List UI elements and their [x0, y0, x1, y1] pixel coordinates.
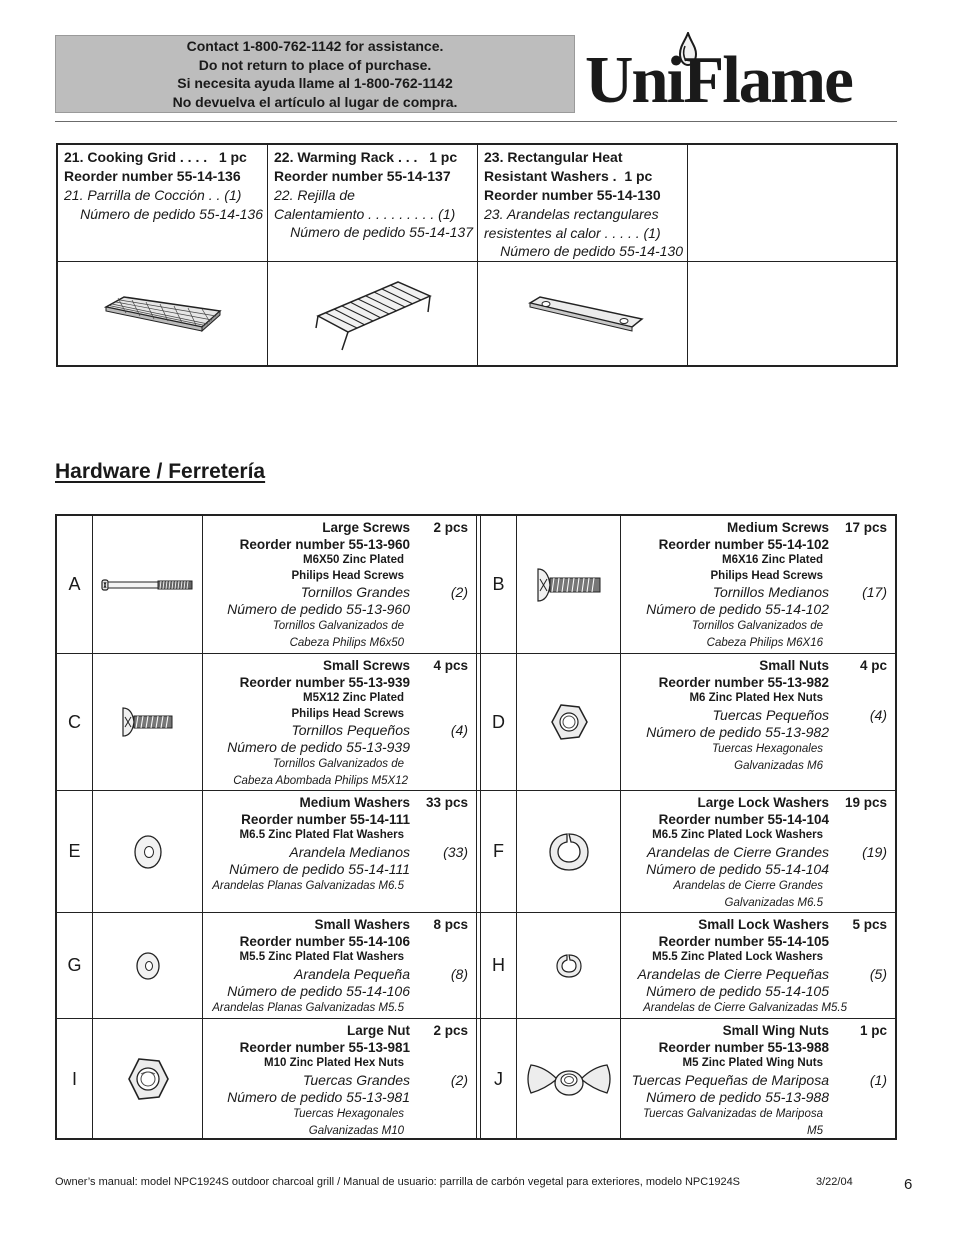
hardware-reorder: Reorder number 55-14-102 [658, 537, 829, 552]
hardware-description [621, 913, 895, 1019]
hardware-es-reorder: Número de pedido 55-13-988 [646, 1088, 829, 1105]
hardware-letter: B [481, 516, 517, 654]
section-title: Hardware / Ferretería [55, 460, 266, 483]
hardware-image [93, 516, 203, 654]
rectangular-washer-icon [518, 289, 648, 339]
part-es-extra: resistentes al calor . . . . . (1) [484, 224, 661, 241]
parts-table [56, 143, 898, 367]
hardware-es-reorder: Número de pedido 55-14-111 [229, 860, 410, 877]
part-21-description [58, 145, 268, 262]
contact-line: No devuelva el artículo al lugar de compra. [172, 93, 458, 110]
hardware-es-name-row: Tuercas Grandes (2) [302, 1071, 468, 1088]
hardware-image [517, 791, 621, 913]
hardware-description [621, 791, 895, 913]
hardware-es-spec: Arandelas de Cierre Grandes [673, 879, 823, 892]
hardware-es-name-row: Tuercas Pequeños (4) [712, 706, 887, 723]
wing-nut-icon [523, 1059, 615, 1099]
hardware-letter: A [57, 516, 93, 654]
hardware-reorder: Reorder number 55-14-105 [658, 934, 829, 949]
hardware-reorder: Reorder number 55-13-939 [239, 675, 410, 690]
hardware-spec: M6X16 Zinc Plated [722, 554, 823, 566]
hardware-es-spec: Tornillos Galvanizados de [272, 620, 404, 632]
uniflame-logo [585, 30, 905, 118]
hardware-letter: H [481, 913, 517, 1019]
hardware-es-spec: Tornillos Galvanizados de [691, 620, 823, 632]
hardware-reorder: Reorder number 55-14-106 [239, 934, 410, 949]
part-es-reorder: Número de pedido 55-14-130 [500, 243, 683, 259]
part-title-row: 21. Cooking Grid . . . . 1 pc [64, 149, 247, 165]
small-screw-icon [120, 705, 176, 739]
part-22-description [268, 145, 478, 262]
part-es-name: 23. Arandelas rectangulares [484, 206, 659, 222]
hardware-description [203, 654, 477, 791]
hardware-letter: F [481, 791, 517, 913]
hardware-spec: M5.5 Zinc Plated Lock Washers [652, 951, 823, 963]
hardware-spec: M6 Zinc Plated Hex Nuts [689, 692, 823, 704]
cooking-grid-icon [98, 289, 228, 339]
warming-rack-illustration [268, 262, 478, 365]
contact-banner [55, 35, 575, 113]
hardware-es-reorder: Número de pedido 55-13-960 [227, 601, 410, 617]
part-es-name: 22. Rejilla de [274, 187, 355, 203]
footer-text: Owner’s manual: model NPC1924S outdoor charcoal grill / Manual de usuario: parrilla de carbón vegetal para exteriores, modelo NPC1924S [55, 1176, 741, 1188]
hardware-es-spec: Cabeza Philips M6X16 [706, 637, 823, 649]
hardware-name-row: Medium Washers 33 pcs [299, 795, 468, 810]
hardware-image [517, 516, 621, 654]
hardware-es-spec: Tuercas Galvanizadas de Mariposa M5 [642, 1107, 823, 1137]
hardware-image [93, 791, 203, 913]
cooking-grid-illustration [58, 262, 268, 365]
contact-line: Contact 1-800-762-1142 for assistance. [186, 38, 444, 54]
large-screw-icon [100, 573, 196, 597]
hardware-letter: E [57, 791, 93, 913]
part-es-reorder: Número de pedido 55-14-137 [290, 224, 473, 240]
hardware-es-name-row: Tuercas Pequeñas de Mariposa (1) [631, 1071, 887, 1088]
contact-line: Do not return to place of purchase. [198, 56, 432, 73]
hardware-description [621, 654, 895, 791]
hardware-name-row: Small Washers 8 pcs [314, 917, 468, 932]
hardware-es-spec: Tornillos Galvanizados de [272, 758, 404, 770]
part-reorder: Reorder number 55-14-136 [64, 168, 241, 184]
small-lock-washer-icon [554, 952, 584, 980]
part-title: 23. Rectangular Heat [484, 149, 623, 165]
small-washer-icon [133, 950, 163, 982]
part-reorder: Reorder number 55-14-130 [484, 187, 661, 203]
hardware-description [203, 913, 477, 1019]
hardware-letter: G [57, 913, 93, 1019]
hardware-image [517, 1019, 621, 1140]
hardware-es-spec: Galvanizadas M10 [308, 1124, 404, 1137]
hardware-es-reorder: Número de pedido 55-13-981 [227, 1088, 410, 1105]
hardware-spec: M5X12 Zinc Plated [303, 692, 404, 704]
hardware-es-spec: Arandelas Planas Galvanizadas M6.5 [212, 879, 404, 892]
part-reorder: Reorder number 55-14-137 [274, 168, 451, 184]
hardware-description [203, 1019, 477, 1140]
hardware-reorder: Reorder number 55-14-111 [241, 812, 410, 827]
hardware-es-name-row: Arandelas de Cierre Pequeñas (5) [637, 965, 887, 982]
hardware-es-reorder: Número de pedido 55-13-939 [227, 739, 410, 755]
hardware-image [517, 654, 621, 791]
header-divider [55, 121, 897, 122]
hardware-description [621, 516, 895, 654]
large-nut-icon [125, 1056, 171, 1102]
hardware-es-spec: Cabeza Philips M6x50 [289, 637, 404, 649]
hardware-es-reorder: Número de pedido 55-14-106 [227, 982, 410, 999]
hardware-spec: Philips Head Screws [291, 569, 404, 582]
hardware-es-spec: Galvanizadas M6 [734, 759, 823, 772]
hardware-es-name-row: Arandela Pequeña (8) [294, 965, 468, 982]
hardware-name-row: Medium Screws 17 pcs [726, 520, 887, 535]
hardware-spec: M6.5 Zinc Plated Flat Washers [239, 829, 404, 841]
hardware-reorder: Reorder number 55-13-982 [658, 675, 829, 690]
contact-line: Si necesita ayuda llame al 1-800-762-1142 [177, 75, 453, 91]
hardware-spec: M6.5 Zinc Plated Lock Washers [652, 829, 823, 841]
hardware-image [93, 654, 203, 791]
part-es-reorder: Número de pedido 55-14-136 [80, 205, 263, 222]
medium-screw-icon [534, 565, 604, 605]
hardware-name-row: Small Screws 4 pcs [322, 658, 468, 673]
part-title-row: Resistant Washers . 1 pc [484, 168, 653, 184]
hardware-name-row: Large Screws 2 pcs [322, 520, 468, 535]
hardware-description [621, 1019, 895, 1140]
hardware-es-name-row: Arandela Medianos (33) [289, 843, 468, 860]
part-title-row: 22. Warming Rack . . . 1 pc [274, 149, 458, 165]
hardware-es-reorder: Número de pedido 55-14-104 [646, 860, 829, 877]
hardware-image [517, 913, 621, 1019]
hardware-spec: Philips Head Screws [710, 569, 823, 582]
hardware-name-row: Large Lock Washers 19 pcs [697, 795, 887, 810]
hardware-table [55, 514, 897, 1140]
hardware-es-spec: Galvanizadas M6.5 [724, 896, 823, 909]
hardware-letter: J [481, 1019, 517, 1140]
hardware-es-reorder: Número de pedido 55-14-105 [646, 982, 829, 999]
hardware-image [93, 1019, 203, 1140]
part-es-name: 21. Parrilla de Cocción . . (1) [64, 187, 242, 203]
hex-nut-icon [549, 702, 589, 742]
hardware-letter: C [57, 654, 93, 791]
hardware-spec: M6X50 Zinc Plated [303, 554, 404, 566]
hardware-es-name-row: Tornillos Grandes (2) [300, 584, 468, 600]
hardware-description [203, 516, 477, 654]
hardware-spec: M5 Zinc Plated Wing Nuts [682, 1057, 823, 1069]
hardware-es-spec: Arandelas Planas Galvanizadas M5.5 [212, 1001, 404, 1014]
flat-washer-icon [131, 833, 165, 871]
lock-washer-icon [546, 830, 592, 874]
hardware-name-row: Small Nuts 4 pc [759, 658, 887, 673]
hardware-reorder: Reorder number 55-14-104 [658, 812, 829, 827]
warming-rack-icon [308, 274, 438, 354]
hardware-es-spec: Cabeza Abombada Philips M5X12 [233, 775, 408, 787]
part-23-description [478, 145, 688, 262]
hardware-name-row: Large Nut 2 pcs [346, 1023, 468, 1038]
hardware-es-reorder: Número de pedido 55-13-982 [646, 723, 829, 740]
logo-text: UniFlame [585, 43, 852, 117]
hardware-reorder: Reorder number 55-13-988 [658, 1040, 829, 1055]
footer-date: 3/22/04 [816, 1176, 853, 1188]
hardware-es-reorder: Número de pedido 55-14-102 [646, 601, 829, 617]
hardware-description [203, 791, 477, 913]
hardware-spec: Philips Head Screws [291, 707, 404, 720]
hardware-es-name-row: Tornillos Medianos (17) [712, 584, 887, 600]
hardware-es-spec: Arandelas de Cierre Galvanizadas M5.5 [643, 1001, 847, 1014]
hardware-image [93, 913, 203, 1019]
hardware-es-spec: Tuercas Hexagonales [292, 1107, 404, 1120]
page-number: 6 [904, 1176, 913, 1193]
empty-cell [688, 145, 896, 262]
hardware-letter: I [57, 1019, 93, 1140]
hardware-es-spec: Tuercas Hexagonales [711, 742, 823, 755]
hardware-name-row: Small Lock Washers 5 pcs [698, 917, 887, 932]
hardware-reorder: Reorder number 55-13-960 [239, 537, 410, 552]
hardware-name-row: Small Wing Nuts 1 pc [722, 1023, 887, 1038]
part-es-extra: Calentamiento . . . . . . . . . (1) [274, 205, 456, 222]
heat-washer-illustration [478, 262, 688, 365]
hardware-reorder: Reorder number 55-13-981 [239, 1040, 410, 1055]
hardware-es-name-row: Tornillos Pequeños (4) [291, 722, 468, 738]
hardware-spec: M5.5 Zinc Plated Flat Washers [239, 951, 404, 963]
hardware-letter: D [481, 654, 517, 791]
hardware-spec: M10 Zinc Plated Hex Nuts [264, 1057, 404, 1069]
hardware-es-name-row: Arandelas de Cierre Grandes (19) [646, 843, 887, 860]
empty-cell [688, 262, 896, 365]
